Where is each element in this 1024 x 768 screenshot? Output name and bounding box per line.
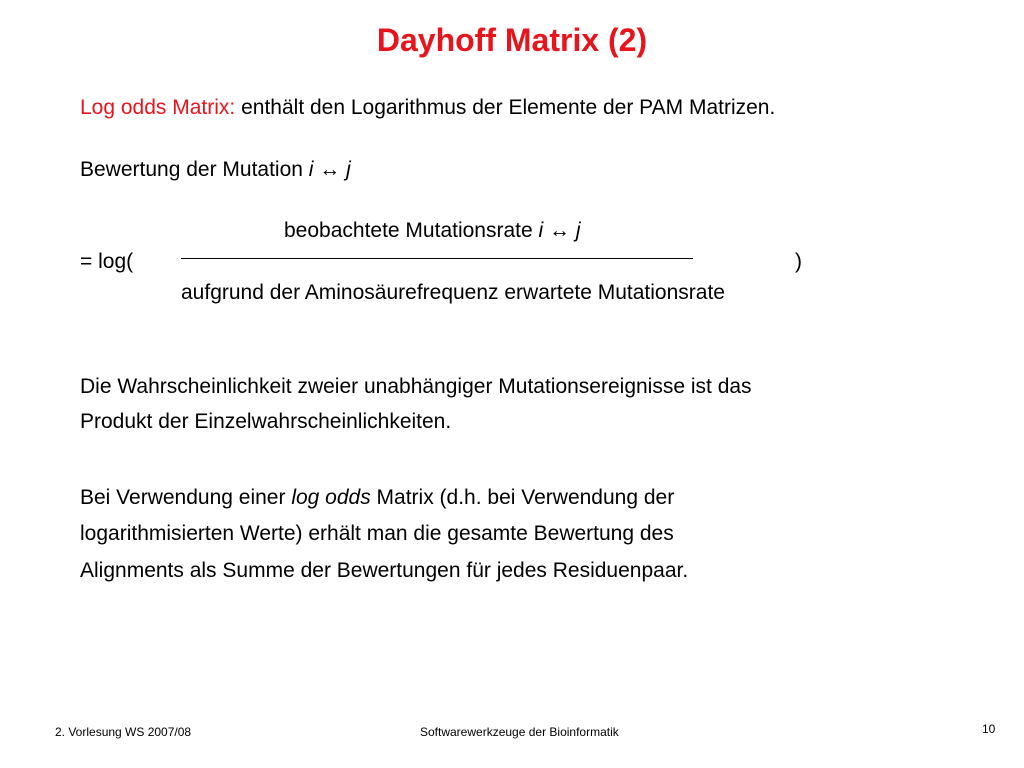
- paragraph-2-line-3: Alignments als Summe der Bewertungen für jedes Residuenpaar.: [80, 559, 689, 582]
- formula-numerator: [284, 218, 581, 244]
- formula-suffix: ): [795, 250, 802, 273]
- page-number: 10: [982, 722, 996, 736]
- var-j: j: [346, 158, 351, 181]
- paragraph-2-text-a: Bei Verwendung einer: [80, 486, 292, 509]
- numerator-var-j: j: [575, 219, 581, 242]
- paragraph-2-emphasis: log odds: [291, 486, 371, 509]
- mutation-score-text: Bewertung der Mutation: [80, 158, 309, 181]
- numerator-var-i: i: [538, 219, 544, 242]
- footer-lecture: 2. Vorlesung WS 2007/08: [55, 725, 192, 739]
- paragraph-2-line-1: [80, 485, 674, 511]
- paragraph-2-text-b: Matrix (d.h. bei Verwendung der: [370, 486, 675, 509]
- var-i: i: [308, 158, 314, 181]
- mutation-score-line: [80, 157, 351, 183]
- definition-line: [80, 95, 775, 121]
- numerator-text: beobachtete Mutationsrate: [284, 219, 539, 242]
- fraction-line: [181, 258, 693, 259]
- double-arrow-symbol: ↔: [313, 158, 347, 181]
- definition-text: enthält den Logarithmus der Elemente der PAM Matrizen.: [235, 96, 776, 119]
- paragraph-2-line-2: logarithmisierten Werte) erhält man die gesamte Bewertung des: [80, 522, 674, 545]
- formula-prefix: = log(: [80, 250, 134, 273]
- slide-title: Dayhoff Matrix (2): [376, 22, 648, 58]
- paragraph-1-line-2: Produkt der Einzelwahrscheinlichkeiten.: [80, 410, 452, 433]
- footer-course: Softwarewerkzeuge der Bioinformatik: [420, 725, 619, 739]
- paragraph-1-line-1: Die Wahrscheinlichkeit zweier unabhängiger Mutationsereignisse ist das: [80, 375, 752, 398]
- formula-denominator: aufgrund der Aminosäurefrequenz erwartete Mutationsrate: [181, 281, 725, 304]
- definition-term: Log odds Matrix: [80, 96, 230, 119]
- definition-colon: :: [229, 96, 236, 119]
- numerator-arrow-symbol: ↔: [543, 219, 576, 242]
